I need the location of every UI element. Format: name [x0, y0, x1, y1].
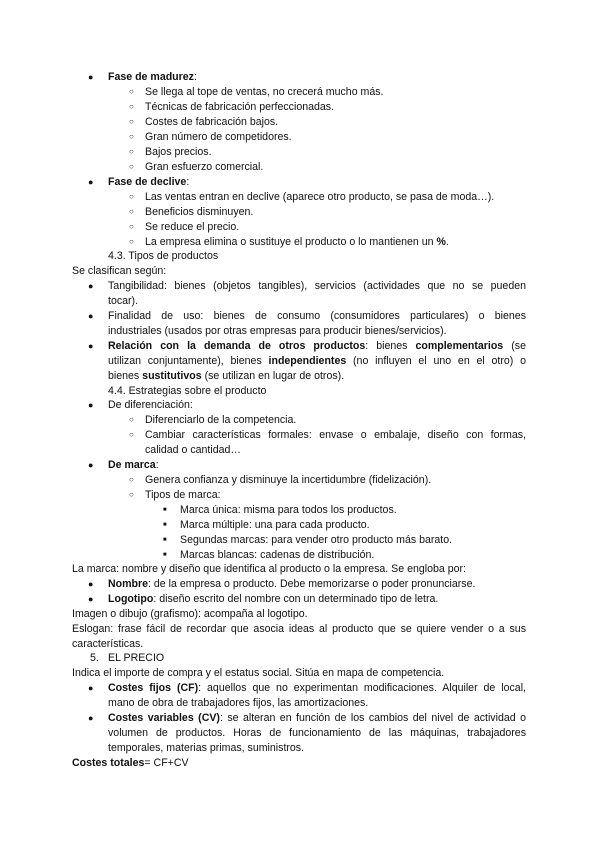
paragraph: volumen de productos. Horas de funcionamiento de las máquinas, trabajadores	[108, 727, 526, 739]
paragraph: Costes variables (CV): se alteran en función de los cambios del nivel de actividad o	[108, 712, 526, 724]
list-item: Bajos precios.	[145, 146, 212, 158]
list-item: Las ventas entran en declive (aparece otro producto, se pasa de moda…).	[145, 191, 495, 203]
list-item: calidad o cantidad…	[145, 444, 241, 456]
bullet: ●	[88, 460, 94, 470]
list-item: Se reduce el precio.	[145, 221, 240, 233]
paragraph: mano de obra de trabajadores fijos, las amortizaciones.	[108, 697, 369, 709]
madurez-title: Fase de madurez:	[108, 71, 197, 83]
bullet: ○	[129, 222, 134, 231]
section-heading: 4.4. Estrategias sobre el producto	[108, 385, 267, 397]
bullet: ○	[129, 87, 134, 96]
list-item: Marcas blancas: cadenas de distribución.	[180, 549, 375, 561]
paragraph: utilizan conjuntamente), bienes independientes (no influyen el uno en el otro) o	[108, 355, 526, 367]
paragraph: Costes totales= CF+CV	[72, 757, 189, 769]
paragraph: Finalidad de uso: bienes de consumo (consumidores particulares) o bienes	[108, 310, 526, 322]
paragraph: Indica el importe de compra y el estatus social. Sitúa en mapa de competencia.	[72, 667, 445, 679]
bullet: ○	[129, 162, 134, 171]
bullet: ○	[129, 132, 134, 141]
list-item: Beneficios disminuyen.	[145, 206, 254, 218]
paragraph: La marca: nombre y diseño que identifica al producto o la empresa. Se engloba por:	[72, 563, 466, 575]
paragraph: Costes fijos (CF): aquellos que no experimentan modificaciones. Alquiler de local,	[108, 682, 526, 694]
paragraph: Tangibilidad: bienes (objetos tangibles), servicios (actividades que no se pueden	[108, 280, 526, 292]
paragraph: Imagen o dibujo (grafismo): acompaña al logotipo.	[72, 608, 308, 620]
paragraph: Relación con la demanda de otros productos: bienes complementarios (se	[108, 340, 526, 352]
paragraph: características.	[72, 638, 144, 650]
list-item: Costes de fabricación bajos.	[145, 116, 279, 128]
bullet: ●	[88, 281, 94, 291]
list-item: La empresa elimina o sustituye el producto o lo mantienen un %.	[145, 236, 449, 248]
list-item: Gran esfuerzo comercial.	[145, 161, 264, 173]
paragraph: Eslogan: frase fácil de recordar que asocia ideas al producto que se quiere vender o a sus	[72, 623, 526, 635]
bullet: ●	[88, 311, 94, 321]
bullet: ○	[129, 415, 134, 424]
bullet: ○	[129, 430, 134, 439]
paragraph: bienes sustitutivos (se utilizan en lugar de otros).	[108, 370, 345, 382]
bullet: ○	[129, 192, 134, 201]
paragraph: tocar).	[108, 295, 139, 307]
bullet: ●	[88, 400, 94, 410]
bullet: ●	[88, 713, 94, 723]
paragraph: Se clasifican según:	[72, 265, 167, 277]
list-item: Gran número de competidores.	[145, 131, 292, 143]
section-heading: 4.3. Tipos de productos	[108, 250, 219, 262]
section-heading: EL PRECIO	[108, 652, 165, 664]
list-item: Se llega al tope de ventas, no crecerá mucho más.	[145, 86, 384, 98]
bullet: ●	[88, 683, 94, 693]
list-item: Marca única: misma para todos los productos.	[180, 504, 397, 516]
list-item: Tipos de marca:	[145, 489, 221, 501]
section-number: 5.	[90, 652, 99, 664]
list-item: Segundas marcas: para vender otro producto más barato.	[180, 534, 453, 546]
bullet: ○	[129, 117, 134, 126]
list-item: Marca múltiple: una para cada producto.	[180, 519, 370, 531]
bullet: ●	[88, 72, 94, 82]
bullet: ■	[163, 522, 167, 528]
list-item: Genera confianza y disminuye la incertidumbre (fidelización).	[145, 474, 432, 486]
bullet: ■	[163, 552, 167, 558]
marca-title: De marca:	[108, 459, 159, 471]
paragraph: Logotipo: diseño escrito del nombre con un determinado tipo de letra.	[108, 593, 439, 605]
list-item: Técnicas de fabricación perfeccionadas.	[145, 101, 335, 113]
paragraph: De diferenciación:	[108, 399, 193, 411]
declive-title: Fase de declive:	[108, 176, 190, 188]
bullet: ●	[88, 594, 94, 604]
bullet: ○	[129, 207, 134, 216]
paragraph: Nombre: de la empresa o producto. Debe memorizarse o poder pronunciarse.	[108, 578, 476, 590]
bullet: ○	[129, 475, 134, 484]
bullet: ○	[129, 102, 134, 111]
bullet: ○	[129, 490, 134, 499]
bullet: ■	[163, 537, 167, 543]
bullet: ●	[88, 341, 94, 351]
bullet: ○	[129, 147, 134, 156]
bullet: ●	[88, 579, 94, 589]
bullet: ■	[163, 507, 167, 513]
list-item: Cambiar características formales: envase o embalaje, diseño con formas,	[145, 429, 526, 441]
paragraph: industriales (usados por otras empresas para producir bienes/servicios).	[108, 325, 447, 337]
paragraph: temporales, materias primas, suministros.	[108, 742, 305, 754]
list-item: Diferenciarlo de la competencia.	[145, 414, 297, 426]
bullet: ●	[88, 177, 94, 187]
bullet: ○	[129, 237, 134, 246]
